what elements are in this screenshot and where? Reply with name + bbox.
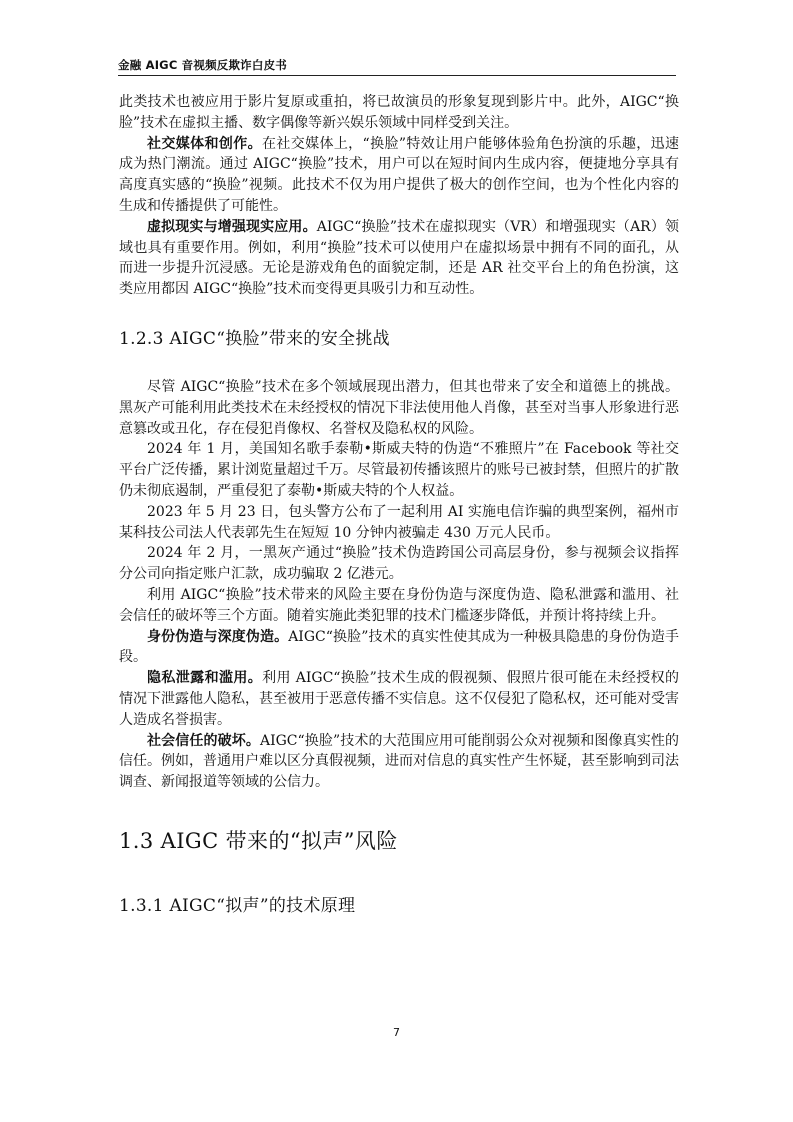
paragraph: [119, 92, 679, 134]
paragraph: [119, 502, 679, 544]
paragraph-text: 利用 AIGC“换脸”技术带来的风险主要在身份伪造与深度伪造、隐私泄露和滥用、社会信任的破坏等三个方面。随着实施此类犯罪的技术门槛逐步降低，并预计将持续上升。: [119, 586, 679, 624]
paragraph-lead: 身份伪造与深度伪造。: [147, 628, 289, 645]
paragraph-text: AIGC“换脸”技术在虚拟现实（VR）和增强现实（AR）领域也具有重要作用。例如，利用“换脸”技术可以使用户在虚拟场景中拥有不同的面孔，从而进一步提升沉浸感。无论是游戏角色的面貌定制，还是 AR 社交平台上的角色扮演，这类应用都因 AIGC“换脸”技术而变得更具吸引力和互动性。: [119, 218, 680, 298]
paragraph-text: 尽管 AIGC“换脸”技术在多个领域展现出潜力，但其也带来了安全和道德上的挑战。黑灰产可能利用此类技术在未经授权的情况下非法使用他人肖像，甚至对当事人形象进行恶意篡改或丑化，存在侵犯肖像权、名誉权及隐私权的风险。: [119, 378, 679, 437]
paragraph-text: 在社交媒体上，“换脸”特效让用户能够体验角色扮演的乐趣，迅速成为热门潮流。通过 AIGC“换脸”技术，用户可以在短时间内生成内容，便捷地分享具有高度真实感的“换脸”视频。此技术不仅为用户提供了极大的创作空间，也为个性化内容的生成和传播提供了可能性。: [119, 135, 679, 214]
paragraph: [119, 627, 679, 669]
paragraph-text: AIGC“换脸”技术的真实性使其成为一种极具隐患的身份伪造手段。: [119, 628, 679, 666]
paragraph-text: 2024 年 2 月，一黑灰产通过“换脸”技术伪造跨国公司高层身份，参与视频会议指挥分公司向指定账户汇款，成功骗取 2 亿港元。: [119, 545, 679, 583]
paragraph-lead: 虚拟现实与增强现实应用。: [147, 218, 317, 235]
paragraph: [119, 731, 679, 793]
paragraph-text: AIGC“换脸”技术的大范围应用可能削弱公众对视频和图像真实性的信任。例如，普通用户难以区分真假视频，进而对信息的真实性产生怀疑，甚至影响到司法调查、新闻报道等领域的公信力。: [119, 732, 679, 791]
paragraph: [119, 585, 679, 627]
paragraph-lead: 社会信任的破坏。: [147, 732, 260, 749]
paragraph-lead: 社交媒体和创作。: [147, 135, 262, 152]
paragraph-lead: 隐私泄露和滥用。: [147, 670, 263, 687]
paragraph-text: 2023 年 5 月 23 日，包头警方公布了一起利用 AI 实施电信诈骗的典型案例，福州市某科技公司法人代表郭先生在短短 10 分钟内被骗走 430 万元人民币。: [119, 503, 679, 541]
paragraph-text: 利用 AIGC“换脸”技术生成的假视频、假照片很可能在未经授权的情况下泄露他人隐私，甚至被用于恶意传播不实信息。这不仅侵犯了隐私权，还可能对受害人造成名誉损害。: [119, 670, 679, 728]
paragraph: [119, 668, 679, 730]
paragraph: [119, 439, 679, 501]
paragraph: [119, 217, 679, 300]
section-heading-1-2-3: 1.2.3 AIGC“换脸”带来的安全挑战: [119, 328, 390, 349]
page-content: [119, 92, 679, 916]
paragraph-text: 此类技术也被应用于影片复原或重拍，将已故演员的形象复现到影片中。此外，AIGC“换脸”技术在虚拟主播、数字偶像等新兴娱乐领域中同样受到关注。: [119, 94, 679, 131]
header-title: 金融 AIGC 音视频反欺诈白皮书: [118, 58, 287, 72]
paragraph: [119, 377, 679, 439]
section-heading-1-3-1: 1.3.1 AIGC“拟声”的技术原理: [119, 895, 356, 916]
paragraph: [119, 134, 679, 217]
page-header: [118, 55, 676, 76]
page-number: 7: [393, 1026, 400, 1039]
paragraph-text: 2024 年 1 月，美国知名歌手泰勒•斯威夫特的伪造“不雅照片”在 Facebook 等社交平台广泛传播，累计浏览量超过千万。尽管最初传播该照片的账号已被封禁，但照片的扩散仍未彻底遏制，严重侵犯了泰勒•斯威夫特的个人权益。: [119, 441, 679, 499]
section-heading-1-3: 1.3 AIGC 带来的“拟声”风险: [119, 828, 398, 853]
paragraph: [119, 543, 679, 585]
